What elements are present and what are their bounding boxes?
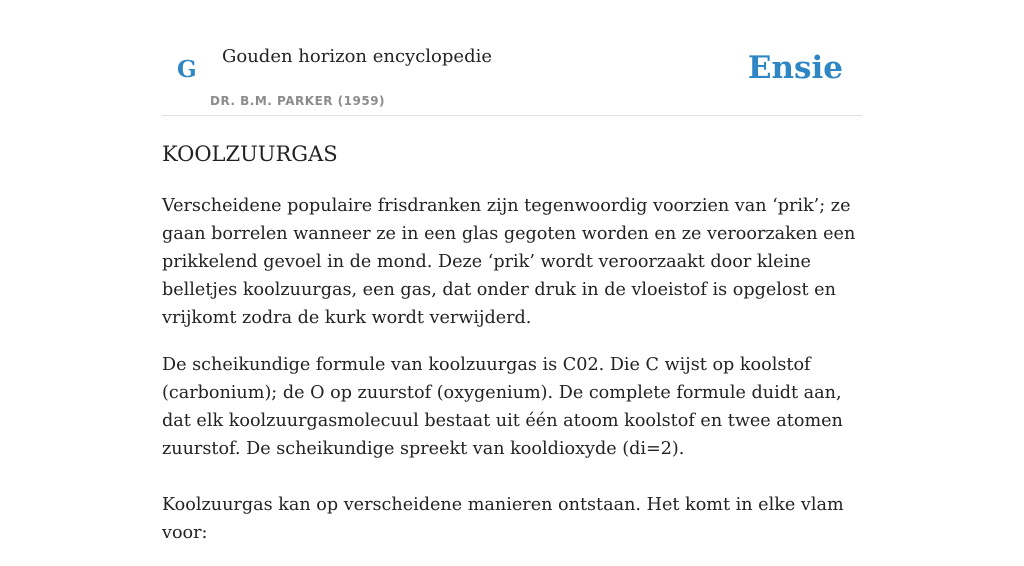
article-paragraph: De scheikundige formule van koolzuurgas is C02. Die C wijst op koolstof (carbonium); de O op zuurstof (oxygenium). De complete formule duidt aan, dat elk koolzuurgasmolecuul bestaat uit één atoom koolstof en twee atomen zuurstof. De scheikundige spreekt van kooldioxyde (di=2). [162,355,843,459]
article-paragraph: Koolzuurgas kan op verscheidene manieren ontstaan. Het komt in elke vlam voor: [162,495,844,543]
book-logo-icon[interactable]: G [177,56,197,83]
article-body [162,192,862,566]
article-title: KOOLZUURGAS [162,142,338,166]
ensie-logo-link[interactable]: Ensie [747,50,843,86]
page [162,0,862,543]
header [162,0,862,116]
article-paragraph: Verscheidene populaire frisdranken zijn tegenwoordig voorzien van ‘prik’; ze gaan borrelen wanneer ze in een glas gegoten worden en ze veroorzaken een prikkelend gevoel in de mond. Deze ‘prik’ wordt veroorzaakt door kleine belletjes koolzuurgas, een gas, dat onder druk in de vloeistof is opgelost en vrijkomt zodra de kurk wordt verwijderd. [162,196,856,328]
book-title-link[interactable]: Gouden horizon encyclopedie [222,46,492,67]
book-author: DR. B.M. PARKER (1959) [210,94,386,108]
